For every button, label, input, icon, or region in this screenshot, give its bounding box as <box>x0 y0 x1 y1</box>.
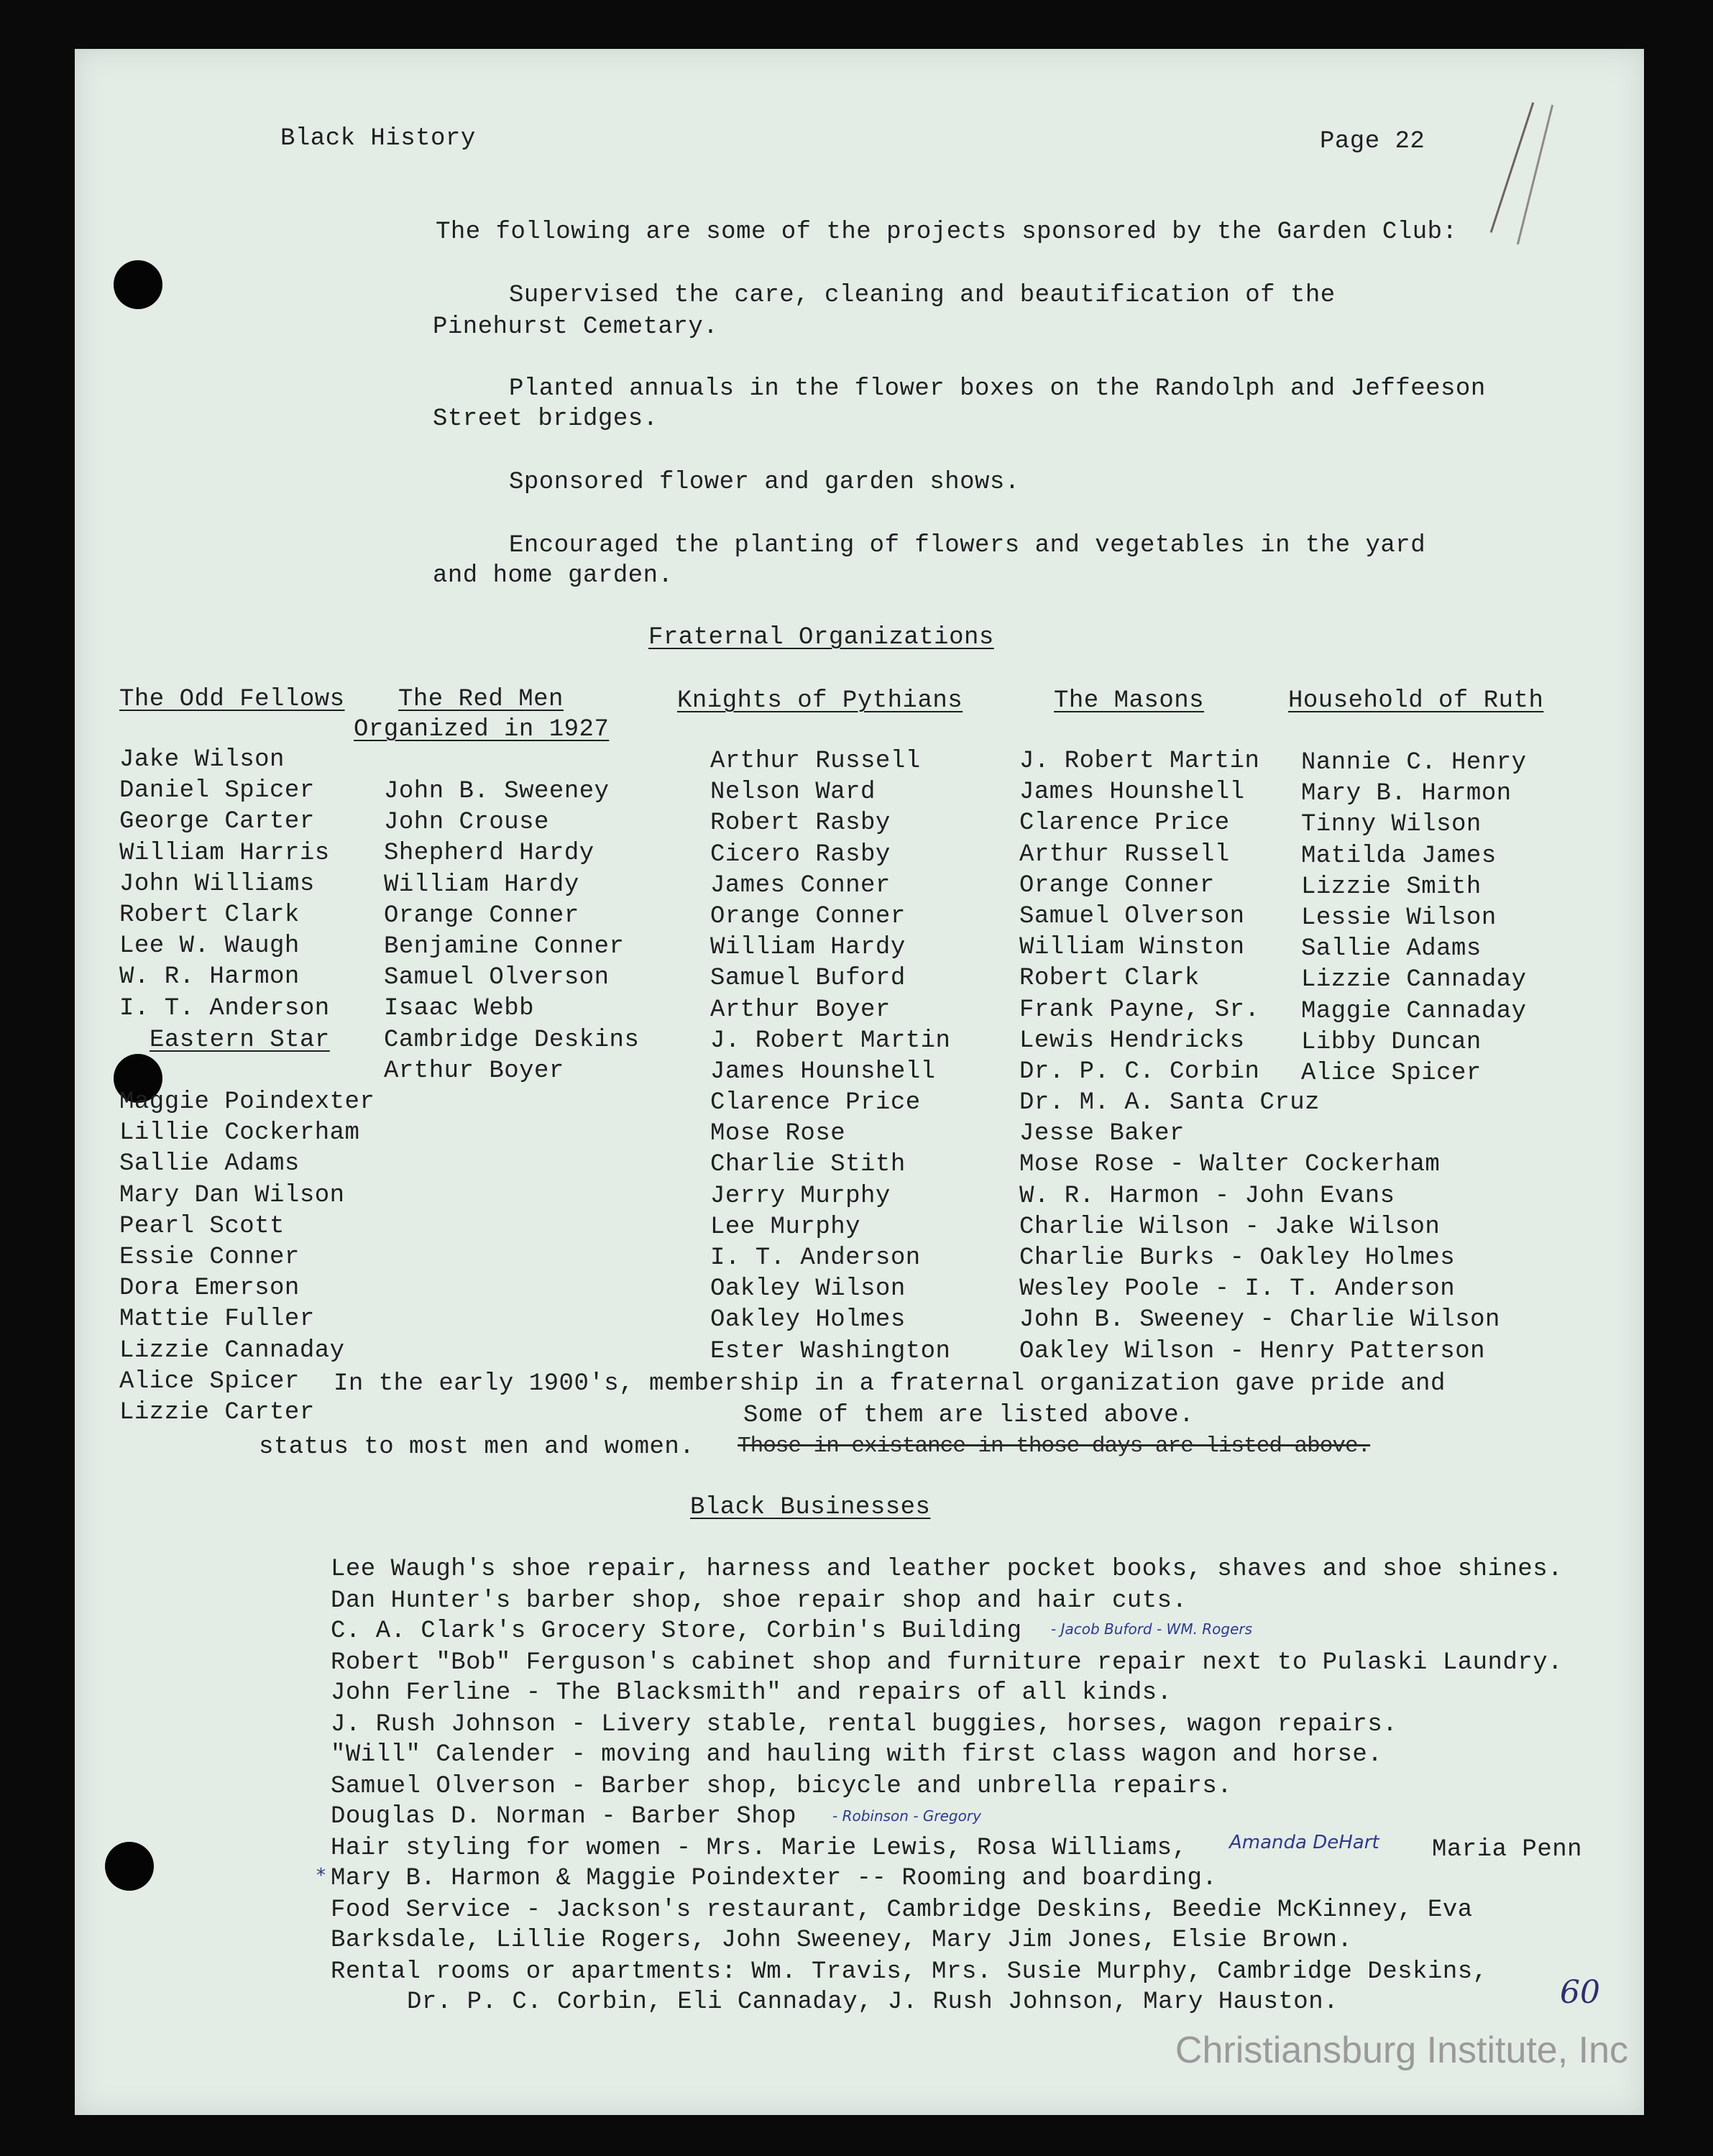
star-mark-icon: * <box>316 1865 326 1886</box>
list-item: J. Robert Martin <box>710 1027 951 1055</box>
eastern-star-heading: Eastern Star <box>150 1027 330 1054</box>
garden-item-1-line2: Pinehurst Cemetary. <box>433 313 719 341</box>
document-page <box>75 49 1644 2115</box>
list-item: John B. Sweeney <box>384 778 610 805</box>
list-item: Cambridge Deskins <box>384 1026 640 1054</box>
handwritten-barber-note: - Robinson - Gregory <box>832 1807 981 1825</box>
list-item: Shepherd Hardy <box>384 840 594 868</box>
list-item: Oakley Wilson <box>710 1275 906 1303</box>
list-item: Charlie Burks - Oakley Holmes <box>1019 1244 1456 1272</box>
list-item: J. Robert Martin <box>1019 748 1260 775</box>
list-item: I. T. Anderson <box>710 1244 921 1272</box>
list-item: Samuel Olverson <box>384 964 610 992</box>
list-item: William Winston <box>1019 934 1245 962</box>
business-line-15: Dr. P. C. Corbin, Eli Cannaday, J. Rush Johnson, Mary Hauston. <box>407 1988 1339 2016</box>
business-hair-tail: Maria Penn <box>1432 1836 1583 1863</box>
business-line-3: C. A. Clark's Grocery Store, Corbin's Building <box>331 1618 1022 1645</box>
garden-item-1-line1: Supervised the care, cleaning and beautification of the <box>509 282 1336 309</box>
list-item: Frank Payne, Sr. <box>1019 996 1260 1024</box>
handwritten-grocery-note: - Jacob Buford - WM. Rogers <box>1051 1620 1253 1638</box>
pythians-list <box>710 746 950 1367</box>
list-item: Lessie Wilson <box>1301 904 1497 932</box>
list-item: Tinny Wilson <box>1301 811 1482 839</box>
business-line-5: John Ferline - The Blacksmith" and repairs of all kinds. <box>331 1679 1172 1707</box>
garden-item-2-line1: Planted annuals in the flower boxes on the Randolph and Jeffeeson <box>509 375 1486 403</box>
garden-item-2-line2: Street bridges. <box>433 405 658 433</box>
punch-hole-top <box>114 260 162 309</box>
list-item: W. R. Harmon <box>119 963 300 991</box>
ruth-heading: Household of Ruth <box>1288 687 1544 715</box>
list-item: Alice Spicer <box>1301 1059 1482 1087</box>
list-item: William Harris <box>119 839 330 867</box>
odd-fellows-list <box>119 745 330 1024</box>
red-men-heading: The Red Men <box>398 686 564 713</box>
list-item: John Crouse <box>384 809 549 837</box>
list-item: Benjamine Conner <box>384 932 625 960</box>
struck-out-text: Those in existance in those days are listed above. <box>738 1433 1371 1459</box>
business-line-9: Douglas D. Norman - Barber Shop <box>331 1803 797 1830</box>
list-item: Maggie Poindexter <box>119 1088 375 1116</box>
list-item: Nelson Ward <box>710 779 876 807</box>
business-line-4: Robert "Bob" Ferguson's cabinet shop and furniture repair next to Pulaski Laundry. <box>331 1649 1563 1676</box>
list-item: James Conner <box>710 871 891 899</box>
list-item: Robert Clark <box>119 901 300 929</box>
list-item: Mose Rose - Walter Cockerham <box>1019 1151 1441 1179</box>
list-item: John B. Sweeney - Charlie Wilson <box>1019 1306 1500 1334</box>
masons-heading: The Masons <box>1054 687 1205 715</box>
list-item: Ester Washington <box>710 1337 951 1365</box>
fraternal-section-title: Fraternal Organizations <box>648 624 994 651</box>
list-item: Charlie Stith <box>710 1151 906 1179</box>
paper-crease-mark <box>1517 105 1553 245</box>
red-men-list <box>384 776 639 1087</box>
list-item: Dr. M. A. Santa Cruz <box>1019 1089 1321 1117</box>
list-item: James Hounshell <box>1019 779 1245 807</box>
business-line-7: "Will" Calender - moving and hauling with first class wagon and horse. <box>331 1741 1383 1769</box>
list-item: Oakley Holmes <box>710 1306 906 1334</box>
red-men-subheading: Organized in 1927 <box>354 716 610 743</box>
list-item: Matilda James <box>1301 842 1497 870</box>
business-line-6: J. Rush Johnson - Livery stable, rental buggies, horses, wagon repairs. <box>331 1711 1398 1738</box>
business-line-12: Food Service - Jackson's restaurant, Cambridge Deskins, Beedie McKinney, Eva <box>331 1896 1473 1924</box>
business-line-8: Samuel Olverson - Barber shop, bicycle and unbrella repairs. <box>331 1773 1233 1800</box>
business-line-2: Dan Hunter's barber shop, shoe repair shop and hair cuts. <box>331 1587 1188 1615</box>
handwritten-hair-note: Amanda DeHart <box>1229 1832 1379 1853</box>
list-item: Lizzie Cannaday <box>1301 966 1527 994</box>
punch-hole-bottom <box>105 1842 154 1891</box>
list-item: George Carter <box>119 808 315 836</box>
list-item: Isaac Webb <box>384 995 535 1023</box>
list-item: Maggie Cannaday <box>1301 997 1527 1025</box>
list-item: Sallie Adams <box>1301 935 1482 963</box>
list-item: Alice Spicer <box>119 1367 300 1395</box>
list-item: Essie Conner <box>119 1243 300 1271</box>
header-title: Black History <box>280 125 476 152</box>
list-item: Mary B. Harmon <box>1301 780 1512 808</box>
odd-fellows-heading: The Odd Fellows <box>119 686 345 713</box>
business-line-14: Rental rooms or apartments: Wm. Travis, Mrs. Susie Murphy, Cambridge Deskins, <box>331 1958 1488 1986</box>
handwritten-page-number: 60 <box>1560 1974 1600 2011</box>
fraternal-closing-line2: Some of them are listed above. <box>743 1402 1195 1429</box>
garden-club-intro: The following are some of the projects sponsored by the Garden Club: <box>436 219 1458 246</box>
list-item: Mose Rose <box>710 1120 846 1148</box>
list-item: Arthur Russell <box>710 748 921 775</box>
list-item: Mattie Fuller <box>119 1306 315 1334</box>
list-item: Arthur Boyer <box>384 1057 564 1085</box>
list-item: Daniel Spicer <box>119 777 315 805</box>
list-item: Samuel Olverson <box>1019 902 1245 930</box>
list-item: Pearl Scott <box>119 1212 285 1240</box>
garden-item-4-line1: Encouraged the planting of flowers and vegetables in the yard <box>509 532 1426 559</box>
business-line-13: Barksdale, Lillie Rogers, John Sweeney, Mary Jim Jones, Elsie Brown. <box>331 1927 1353 1954</box>
businesses-section-title: Black Businesses <box>690 1494 931 1521</box>
list-item: Lizzie Carter <box>119 1398 315 1426</box>
list-item: William Hardy <box>710 934 906 962</box>
list-item: Lizzie Smith <box>1301 873 1482 901</box>
list-item: Lizzie Cannaday <box>119 1336 345 1364</box>
list-item: Clarence Price <box>1019 809 1230 838</box>
list-item: I. T. Anderson <box>119 994 330 1022</box>
list-item: Wesley Poole - I. T. Anderson <box>1019 1275 1456 1303</box>
list-item: Cicero Rasby <box>710 840 891 868</box>
list-item: Jesse Baker <box>1019 1120 1185 1148</box>
business-line-1: Lee Waugh's shoe repair, harness and leather pocket books, shaves and shoe shines. <box>331 1556 1563 1583</box>
list-item: Arthur Russell <box>1019 840 1230 868</box>
list-item: W. R. Harmon - John Evans <box>1019 1182 1395 1210</box>
list-item: Jerry Murphy <box>710 1182 891 1210</box>
list-item: Lee W. Waugh <box>119 932 300 960</box>
list-item: Dora Emerson <box>119 1275 300 1303</box>
list-item: Orange Conner <box>710 902 906 930</box>
business-line-11: Mary B. Harmon & Maggie Poindexter -- Rooming and boarding. <box>331 1865 1218 1892</box>
list-item: James Hounshell <box>710 1058 936 1086</box>
pythians-heading: Knights of Pythians <box>677 687 963 715</box>
fraternal-closing-line1: In the early 1900's, membership in a fraternal organization gave pride and <box>334 1370 1446 1398</box>
paper-crease-mark <box>1490 102 1535 233</box>
ruth-list <box>1301 748 1527 1089</box>
list-item: Orange Conner <box>1019 871 1215 899</box>
list-item: Lillie Cockerham <box>119 1119 360 1147</box>
list-item: Lewis Hendricks <box>1019 1027 1245 1055</box>
list-item: William Hardy <box>384 871 579 899</box>
garden-item-4-line2: and home garden. <box>433 562 674 590</box>
list-item: Dr. P. C. Corbin <box>1019 1058 1260 1086</box>
fraternal-closing-line3: status to most men and women. <box>259 1433 695 1461</box>
list-item: Arthur Boyer <box>710 996 891 1024</box>
list-item: Robert Rasby <box>710 809 891 838</box>
garden-item-3-line1: Sponsored flower and garden shows. <box>509 469 1020 496</box>
list-item: Orange Conner <box>384 902 579 930</box>
list-item: John Williams <box>119 870 315 898</box>
list-item: Samuel Buford <box>710 965 906 993</box>
list-item: Libby Duncan <box>1301 1028 1482 1056</box>
business-line-10: Hair styling for women - Mrs. Marie Lewis, Rosa Williams, <box>331 1835 1188 1862</box>
list-item: Jake Wilson <box>119 746 285 774</box>
header-page-number: Page 22 <box>1320 128 1425 155</box>
list-item: Robert Clark <box>1019 965 1200 993</box>
list-item: Sallie Adams <box>119 1150 300 1178</box>
list-item: Charlie Wilson - Jake Wilson <box>1019 1213 1441 1241</box>
list-item: Lee Murphy <box>710 1213 861 1241</box>
list-item: Mary Dan Wilson <box>119 1181 345 1209</box>
list-item: Oakley Wilson - Henry Patterson <box>1019 1337 1486 1365</box>
list-item: Clarence Price <box>710 1089 921 1117</box>
watermark: Christiansburg Institute, Inc <box>1175 2029 1628 2071</box>
list-item: Nannie C. Henry <box>1301 749 1527 776</box>
